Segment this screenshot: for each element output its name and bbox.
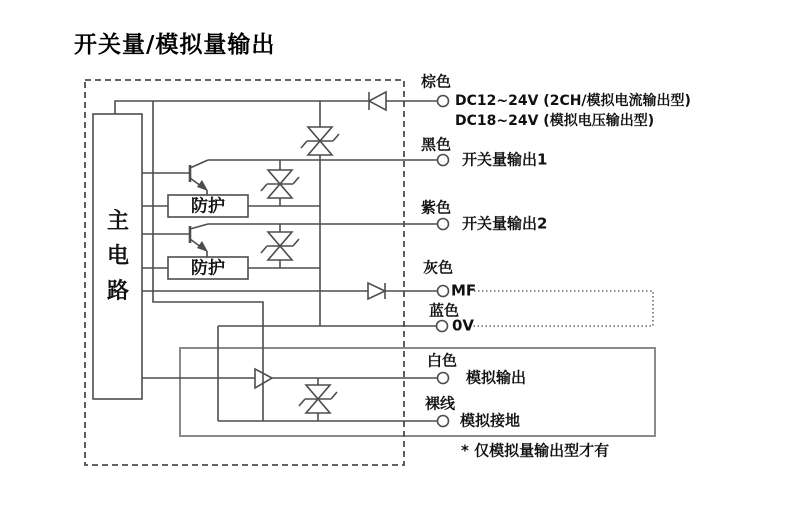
tvs-diode-icon — [301, 127, 339, 155]
terminal-black — [438, 155, 449, 166]
transistor-2 — [142, 224, 438, 257]
terminal-desc-brown-line1: DC12~24V (2CH/模拟电流输出型) — [455, 93, 691, 109]
tvs-diode-icon — [261, 170, 299, 198]
terminal-desc-black: 开关量输出1 — [462, 150, 548, 169]
wire-label-white: 白色 — [427, 351, 458, 370]
wire-label-bare: 裸线 — [425, 394, 456, 413]
terminal-gray — [438, 286, 449, 297]
protection-label-1: 防护 — [191, 196, 225, 217]
analog-section-box — [180, 348, 655, 436]
main-circuit-label: 主电路 — [106, 209, 129, 305]
protection-label-2: 防护 — [191, 258, 225, 279]
tvs-diode-icon — [261, 232, 299, 260]
terminal-blue — [437, 321, 448, 332]
wire-label-black: 黑色 — [421, 135, 452, 154]
mf-0v-dotted-link — [472, 291, 653, 326]
terminal-brown — [438, 96, 449, 107]
wire-label-purple: 紫色 — [421, 198, 452, 217]
transistor-1 — [142, 160, 438, 195]
terminal-desc-brown-line2: DC18~24V (模拟电压输出型) — [455, 113, 655, 129]
wire-label-brown: 棕色 — [421, 72, 452, 91]
wire-label-gray: 灰色 — [423, 258, 454, 277]
emitter-arrow-icon — [197, 180, 208, 191]
emitter-arrow-icon — [197, 241, 208, 252]
terminal-desc-purple: 开关量输出2 — [462, 214, 548, 233]
power-wire — [115, 101, 438, 114]
page-title: 开关量/模拟量输出 — [74, 32, 276, 58]
terminal-desc-gray: MF — [451, 281, 477, 300]
power-diode-icon — [369, 92, 386, 110]
terminal-bare — [438, 416, 449, 427]
terminal-purple — [438, 219, 449, 230]
mf-diode-icon — [368, 283, 385, 299]
footnote: * 仅模拟量输出型才有 — [461, 441, 610, 460]
tvs-diode-icon — [299, 385, 337, 413]
terminal-desc-bare: 模拟接地 — [460, 411, 521, 430]
terminal-white — [438, 373, 449, 384]
terminal-desc-blue: 0V — [452, 316, 475, 335]
terminal-desc-white: 模拟输出 — [466, 368, 527, 387]
wire-label-blue: 蓝色 — [429, 301, 460, 320]
